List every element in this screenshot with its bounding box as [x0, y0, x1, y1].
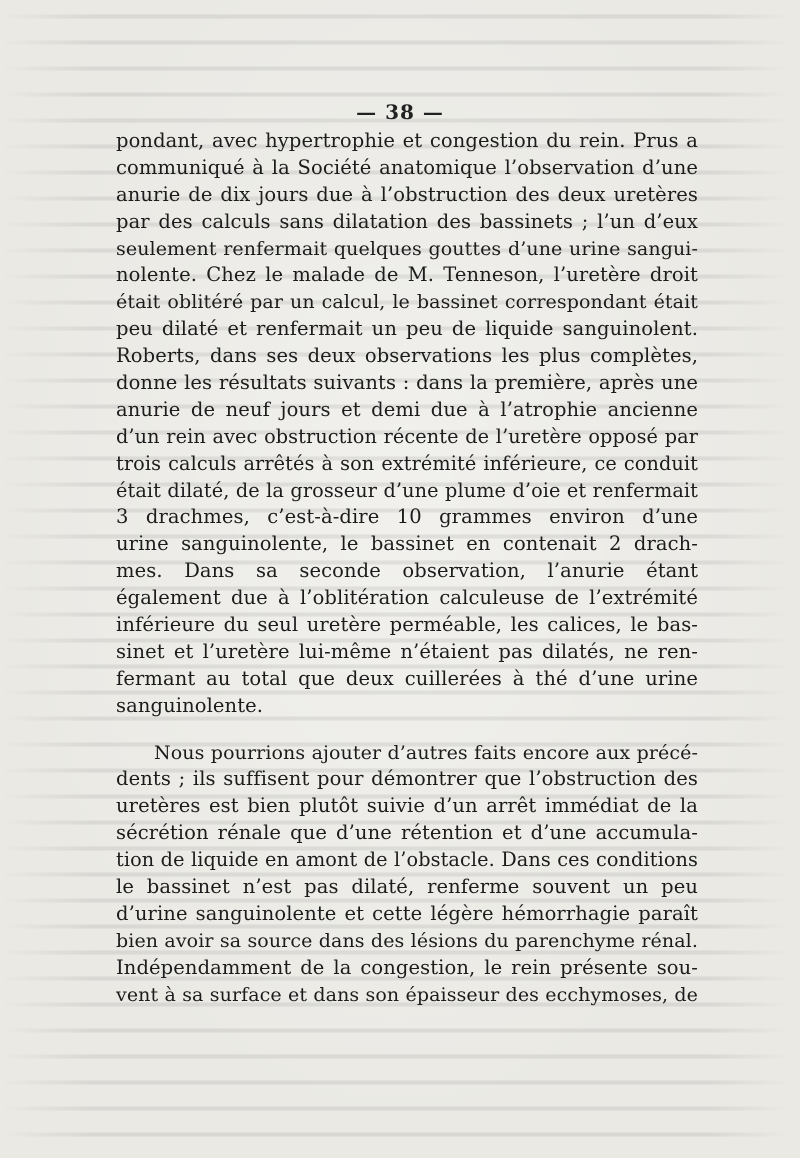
- text-line: communiqué à la Société anatomique l’observation d’une: [116, 155, 698, 179]
- text-line: dents ; ils suffisent pour démontrer que l’obstruction des: [116, 767, 698, 791]
- page-number: — 38 —: [356, 100, 444, 124]
- text-line: d’un rein avec obstruction récente de l’uretère opposé par: [116, 424, 698, 448]
- text-line: Roberts, dans ses deux observations les plus complètes,: [116, 344, 698, 368]
- text-line: uretères est bien plutôt suivie d’un arrêt immédiat de la: [116, 794, 698, 818]
- text-line: était dilaté, de la grosseur d’une plume d’oie et renfermait: [116, 478, 698, 502]
- text-line: mes. Dans sa seconde observation, l’anurie étant: [116, 559, 698, 583]
- text-line: également due à l’oblitération calculeuse de l’extrémité: [116, 586, 698, 610]
- text-line: bien avoir sa source dans des lésions du parenchyme rénal.: [116, 929, 698, 952]
- text-line: trois calculs arrêtés à son extrémité inférieure, ce conduit: [116, 451, 698, 475]
- text-line: donne les résultats suivants : dans la première, après une: [116, 371, 698, 395]
- text-line: Nous pourrions ajouter d’autres faits encore aux précé-: [154, 741, 698, 764]
- text-line: d’urine sanguinolente et cette légère hémorrhagie paraît: [116, 901, 698, 925]
- text-line: pondant, avec hypertrophie et congestion du rein. Prus a: [116, 129, 698, 152]
- text-line: anurie de neuf jours et demi due à l’atrophie ancienne: [116, 397, 698, 421]
- text-line: sécrétion rénale que d’une rétention et d’une accumula-: [116, 821, 698, 845]
- text-line: fermant au total que deux cuillerées à thé d’une urine: [116, 666, 698, 690]
- text-block: [116, 128, 698, 1009]
- paragraph: [116, 128, 698, 720]
- text-line: anurie de dix jours due à l’obstruction des deux uretères: [116, 182, 698, 206]
- paragraph: [116, 740, 698, 1009]
- paragraph-gap: [116, 720, 698, 740]
- text-line: le bassinet n’est pas dilaté, renferme souvent un peu: [116, 875, 698, 899]
- text-line: par des calculs sans dilatation des bassinets ; l’un d’eux: [116, 209, 698, 233]
- text-line: sinet et l’uretère lui-même n’étaient pas dilatés, ne ren-: [116, 639, 698, 663]
- text-line: tion de liquide en amont de l’obstacle. Dans ces conditions: [116, 848, 698, 872]
- text-line: urine sanguinolente, le bassinet en contenait 2 drach-: [116, 532, 698, 556]
- text-line: 3 drachmes, c’est-à-dire 10 grammes environ d’une: [116, 505, 698, 529]
- text-line: inférieure du seul uretère perméable, les calices, le bas-: [116, 613, 698, 637]
- text-line: était oblitéré par un calcul, le bassinet correspondant était: [116, 291, 698, 314]
- text-line: nolente. Chez le malade de M. Tenneson, l’uretère droit: [116, 263, 698, 287]
- text-line: peu dilaté et renfermait un peu de liquide sanguinolent.: [116, 317, 698, 341]
- text-line: seulement renfermait quelques gouttes d’une urine sangui-: [116, 237, 698, 260]
- text-line: Indépendamment de la congestion, le rein présente sou-: [116, 955, 698, 979]
- text-line: vent à sa surface et dans son épaisseur des ecchymoses, de: [116, 983, 698, 1006]
- text-line: sanguinolente.: [116, 693, 264, 717]
